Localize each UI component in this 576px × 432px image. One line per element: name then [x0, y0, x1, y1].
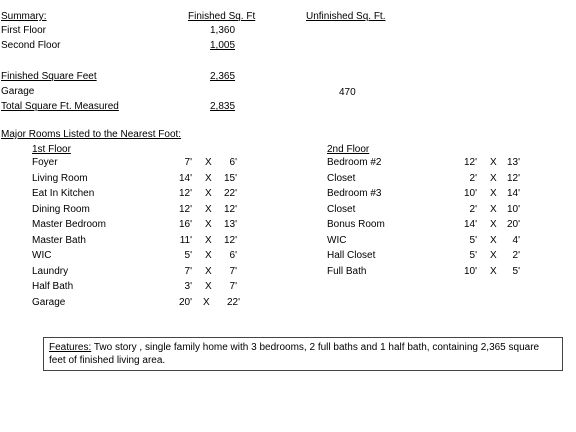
room-length: 10' — [506, 203, 520, 215]
room-width: 11' — [179, 234, 192, 246]
second-floor-heading: 2nd Floor — [327, 144, 370, 155]
room-width: 16' — [178, 219, 192, 230]
dimension-separator: X — [205, 219, 212, 230]
room-length: 12' — [223, 234, 237, 246]
room-length: 13' — [506, 157, 520, 168]
features-label: Features: — [49, 342, 92, 353]
room-name: Master Bedroom — [32, 219, 106, 230]
room-name: Bedroom #2 — [327, 157, 382, 168]
room-length: 7' — [229, 265, 237, 277]
room-name: Dining Room — [32, 203, 90, 215]
room-name: Bonus Room — [327, 219, 385, 230]
unfinished-column-header: Unfinished Sq. Ft. — [306, 11, 386, 22]
finished-total-value: 2,365 — [210, 71, 236, 82]
room-length: 6' — [229, 157, 237, 168]
room-name: Foyer — [32, 157, 58, 168]
dimension-separator: X — [490, 265, 497, 277]
dimension-separator: X — [203, 297, 210, 308]
features-text: Two story , single family home with 3 bedrooms, 2 full baths and 1 half bath, containing 2,365 square feet of finished living area. — [49, 342, 540, 366]
room-length: 14' — [506, 188, 520, 199]
dimension-separator: X — [205, 250, 212, 261]
room-width: 14' — [463, 219, 477, 230]
summary-heading: Summary: — [1, 11, 47, 22]
room-length: 2' — [512, 250, 520, 261]
room-width: 12' — [463, 157, 477, 168]
dimension-separator: X — [490, 172, 497, 184]
finished-column-header: Finished Sq. Ft — [188, 11, 256, 22]
garage-summary-label: Garage — [1, 86, 35, 97]
room-name: Master Bath — [32, 234, 86, 246]
dimension-separator: X — [205, 281, 212, 292]
room-name: Living Room — [32, 172, 88, 184]
second-floor-finished: 1,005 — [210, 40, 236, 51]
room-width: 7' — [184, 265, 192, 277]
room-name: Closet — [327, 172, 356, 184]
room-length: 12' — [223, 203, 237, 215]
dimension-separator: X — [205, 157, 212, 168]
room-width: 2' — [469, 172, 477, 184]
dimension-separator: X — [205, 203, 212, 215]
room-length: 13' — [223, 219, 237, 230]
room-length: 20' — [506, 219, 520, 230]
rooms-heading: Major Rooms Listed to the Nearest Foot: — [1, 129, 182, 140]
room-width: 5' — [469, 234, 477, 246]
dimension-separator: X — [490, 234, 497, 246]
room-length: 22' — [223, 188, 237, 199]
second-floor-label: Second Floor — [1, 40, 61, 51]
room-width: 3' — [184, 281, 192, 292]
room-width: 20' — [178, 297, 192, 308]
total-measured-value: 2,835 — [210, 101, 236, 112]
room-length: 7' — [229, 281, 237, 292]
room-length: 15' — [223, 172, 237, 184]
first-floor-heading: 1st Floor — [32, 144, 71, 155]
room-name: Half Bath — [32, 281, 74, 292]
room-width: 12' — [178, 203, 192, 215]
room-name: Full Bath — [327, 265, 367, 277]
room-width: 12' — [178, 188, 192, 199]
room-width: 10' — [463, 265, 477, 277]
dimension-separator: X — [205, 265, 212, 277]
dimension-separator: X — [490, 188, 497, 199]
room-name: Garage — [32, 297, 66, 308]
finished-total-label: Finished Square Feet — [1, 71, 97, 82]
first-floor-finished: 1,360 — [210, 25, 236, 36]
room-name: Bedroom #3 — [327, 188, 382, 199]
garage-unfinished-value: 470 — [339, 87, 356, 98]
dimension-separator: X — [490, 203, 497, 215]
room-length: 5' — [512, 265, 520, 277]
first-floor-label: First Floor — [1, 25, 46, 36]
room-name: Hall Closet — [327, 250, 376, 261]
room-name: WIC — [32, 250, 52, 261]
total-measured-label: Total Square Ft. Measured — [1, 101, 119, 112]
room-length: 22' — [226, 297, 240, 308]
dimension-separator: X — [490, 250, 497, 261]
room-width: 2' — [469, 203, 477, 215]
features-box — [43, 337, 563, 371]
room-width: 7' — [184, 157, 192, 168]
room-name: Laundry — [32, 265, 69, 277]
dimension-separator: X — [205, 188, 212, 199]
dimension-separator: X — [490, 219, 497, 230]
room-width: 5' — [184, 250, 192, 261]
room-length: 12' — [506, 172, 520, 184]
room-width: 10' — [463, 188, 477, 199]
room-name: Eat In Kitchen — [32, 188, 95, 199]
dimension-separator: X — [490, 157, 497, 168]
room-width: 5' — [469, 250, 477, 261]
dimension-separator: X — [205, 172, 212, 184]
room-name: WIC — [327, 234, 347, 246]
dimension-separator: X — [205, 234, 212, 246]
room-name: Closet — [327, 203, 356, 215]
room-length: 4' — [512, 234, 520, 246]
room-width: 14' — [178, 172, 192, 184]
room-length: 6' — [229, 250, 237, 261]
